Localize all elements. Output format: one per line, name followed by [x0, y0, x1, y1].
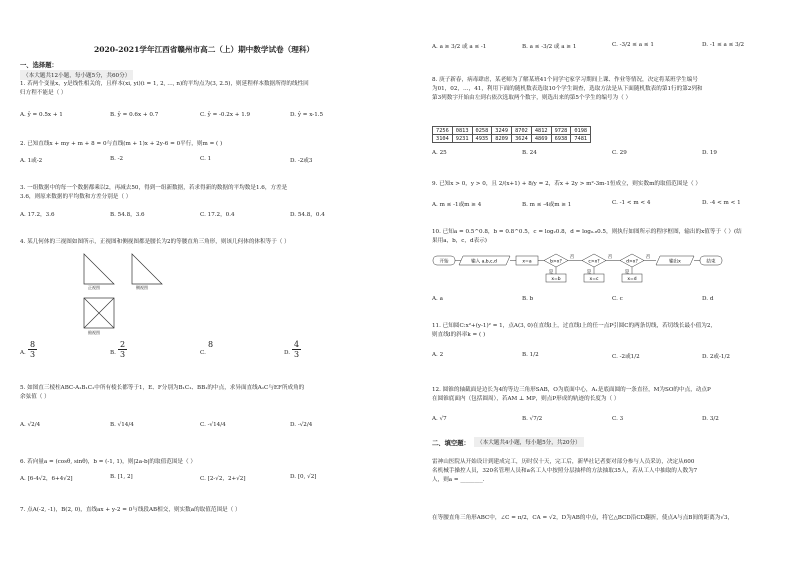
flow-input: 输入 a,b,c,d — [471, 259, 497, 265]
q3-options — [20, 210, 380, 218]
flow-cond-d: d>x? — [626, 259, 638, 265]
flow-xb: x=b — [551, 277, 561, 282]
side-view-label: 侧视图 — [136, 285, 148, 290]
table-cell: 8209 — [492, 135, 512, 143]
q6-option-d[interactable]: D. [0, √2] — [290, 474, 317, 480]
q11-text: 11. 已知圆C:x²+(y-1)² = 1，点A(3, 0)在直线l上，过直线l上的任一点P引圆C的两条切线，若切线长最小值为2， — [432, 323, 716, 329]
question-2 — [20, 140, 390, 149]
table-cell: 9728 — [551, 127, 571, 135]
q5-option-c[interactable]: C. -√14/4 — [200, 422, 226, 428]
question-14 — [432, 514, 788, 523]
q3-option-c[interactable]: C. 17.2，0.4 — [200, 212, 235, 218]
q1-option-d[interactable]: D. ŷ = x-1.5 — [290, 112, 324, 118]
section1-heading: 一、选择题： — [20, 62, 58, 69]
flow-yes-3: 是 — [624, 270, 630, 275]
q8-option-a[interactable]: A. 25 — [432, 150, 447, 156]
table-cell: 0198 — [571, 127, 591, 135]
right-column — [410, 0, 790, 562]
table-row — [433, 127, 591, 135]
question-7 — [20, 506, 390, 515]
q8-option-b[interactable]: B. 24 — [522, 150, 537, 156]
section1-note: （本大题共12小题，每小题5分，共60分） — [20, 70, 133, 80]
flow-yes-2: 是 — [586, 270, 592, 275]
q7-option-c[interactable]: C. -3/2 ≤ a ≤ 1 — [612, 42, 654, 48]
q2-option-a[interactable]: A. 1或-2 — [20, 158, 43, 164]
q5-text: 5. 如图直三棱柱ABC-A₁B₁C₁中所有棱长都等于1，E、F分别为B₁C₁、BB₁的中点，求异面直线A₁C与EF所成角的 — [20, 385, 305, 391]
flow-end: 结束 — [706, 259, 716, 265]
q3-option-a[interactable]: A. 17.2，3.6 — [20, 212, 55, 218]
page-title: 2020-2021学年江西省赣州市高二（上）期中数学试卷（理科） — [93, 45, 315, 54]
question-13 — [432, 458, 788, 485]
table-cell: 4935 — [472, 135, 492, 143]
q5-options — [20, 422, 380, 428]
q6-option-a[interactable]: A. [6-4√2，6+4√2] — [20, 476, 73, 482]
q7-option-d[interactable]: D. -1 ≤ a ≤ 3/2 — [702, 42, 745, 48]
q3-text: 3. 一组数据中的每一个数据都乘以2，再减去50，得到一组新数据，若求得新的数据的平均数是1.6，方差是 — [20, 185, 288, 191]
q12-option-a[interactable]: A. √7 — [432, 416, 447, 422]
question-12 — [432, 386, 788, 404]
q4-option-a[interactable]: 8 3 — [30, 340, 36, 359]
q3-option-d[interactable]: D. 54.8，0.4 — [290, 212, 325, 218]
q10-options — [432, 296, 790, 302]
q1-option-c[interactable]: C. ŷ = -0.2x + 1.9 — [200, 112, 251, 118]
section2-note: （本大题共4小题，每小题5分，共20分） — [474, 437, 584, 447]
q13-text2: 名机械手操控人员，320名管理人员和a名工人中按照分层抽样的方法抽取35人，若从工人中抽取的人数为7 — [432, 468, 698, 474]
question-9 — [432, 180, 788, 189]
q5-option-b[interactable]: B. √14/4 — [110, 422, 134, 428]
question-11 — [432, 322, 788, 340]
table-cell: 3104 — [433, 135, 453, 143]
question-6 — [20, 458, 390, 467]
q11-text2: 则直线l的斜率k = ( ) — [432, 332, 486, 338]
q7-text: 7. 点A(-2, -1)，B(2, 0)，直线ax + y-2 = 0与线段AB相交，则实数a的取值范围是（ ） — [20, 507, 241, 513]
q9-text: 9. 已知x > 0，y > 0，且 2/(x+1) + 8/y = 2，若x + 2y > m²-3m-1恒成立，则实数m的取值范围是（ ） — [432, 181, 701, 187]
q10-option-d[interactable]: D. d — [702, 296, 714, 302]
table-cell: 0258 — [472, 127, 492, 135]
q12-option-c[interactable]: C. 3 — [612, 416, 624, 422]
q8-text: 8. 庚子新春，病毒肆虐，某老师为了解某班41个同学宅家学习期间上课、作业等情况，决定将某班学生编号 — [432, 77, 698, 83]
flow-no-3: 否 — [645, 255, 651, 260]
flowchart-drawing — [432, 252, 788, 286]
q1-text2: 归方程不能是（ ） — [20, 90, 67, 96]
table-cell: 0813 — [452, 127, 472, 135]
q4-option-c-label[interactable]: C. — [200, 350, 206, 356]
table-cell: 3624 — [512, 135, 532, 143]
q2-option-c[interactable]: C. 1 — [200, 156, 212, 162]
question-3 — [20, 184, 390, 202]
top-view-label: 俯视图 — [88, 330, 100, 335]
q13-text: 雷神山医院从开始设计到建成完工，历时仅十天，完工后，新华社记者要对部分参与人员采访，决定从600 — [432, 459, 695, 465]
q7-options — [432, 42, 790, 50]
q1-option-a[interactable]: A. ŷ = 0.5x + 1 — [20, 112, 63, 118]
q6-text: 6. 若向量a = (cosθ, sinθ)，b = (-1, 1)，则|2a-b|的取值范围是（ ） — [20, 459, 196, 465]
q2-option-b[interactable]: B. -2 — [110, 156, 124, 162]
q6-options — [20, 474, 380, 482]
flow-output: 输出x — [669, 259, 681, 265]
question-4 — [20, 238, 390, 247]
q7-option-a[interactable]: A. a ≥ 3/2 或 a ≤ -1 — [432, 44, 487, 50]
flow-cond-b: b>x? — [550, 259, 562, 265]
flow-xd: x=d — [627, 277, 637, 282]
q2-option-d[interactable]: D. -2或3 — [290, 158, 313, 164]
three-view-figure — [80, 252, 200, 344]
q5-option-a[interactable]: A. √2/4 — [20, 422, 41, 428]
table-cell: 7481 — [571, 135, 591, 143]
q9-option-c[interactable]: C. -1 < m < 4 — [612, 200, 651, 206]
q11-option-b[interactable]: B. 1/2 — [522, 352, 539, 358]
question-1 — [20, 80, 390, 98]
q12-options — [432, 416, 790, 422]
q10-text: 10. 已知a = 0.5^0.8，b = 0.8^0.5，c = log₂0.8，d = log₀.₈0.5，则执行如图所示的程序框图，输出的x值等于（ ）(结 — [432, 229, 742, 235]
program-flowchart — [432, 252, 788, 286]
flow-no-1: 否 — [569, 255, 575, 260]
q1-option-b[interactable]: B. ŷ = 0.6x + 0.7 — [110, 112, 159, 118]
q12-option-b[interactable]: B. √7/2 — [522, 416, 543, 422]
table-cell: 4869 — [531, 135, 551, 143]
table-cell: 3249 — [492, 127, 512, 135]
table-cell: 6938 — [551, 135, 571, 143]
q12-option-d[interactable]: D. 3/2 — [702, 416, 719, 422]
q9-options — [432, 200, 790, 208]
left-column — [14, 0, 394, 562]
q8-text2: 为01，02，…，41，利用下面的随机数表选取10个学生调查，选取方法是从下面随机数表的第1行的第2列和 — [432, 86, 703, 92]
table-row — [433, 135, 591, 143]
q11-options — [432, 352, 790, 360]
flow-start: 开始 — [439, 259, 449, 265]
q10-text2: 果用a，b，c，d表示) — [432, 238, 487, 244]
question-10 — [432, 228, 788, 246]
q12-text: 12. 圆锥的轴截面是边长为4的等边三角形SAB，O为底面中心，A₁是底面圆的一条直径，M为SO的中点，动点P — [432, 387, 711, 393]
q9-option-b[interactable]: B. m ≤ -4或m ≥ 1 — [522, 202, 572, 208]
q13-text3: 人，则a = ________. — [432, 477, 485, 483]
question-8 — [432, 76, 788, 103]
table-cell: 4812 — [531, 127, 551, 135]
q11-option-a[interactable]: A. 2 — [432, 352, 444, 358]
q4-option-b-label[interactable]: B. — [110, 350, 116, 356]
table-cell: 9231 — [452, 135, 472, 143]
front-view-label: 正视图 — [88, 285, 100, 290]
flow-no-2: 否 — [607, 255, 613, 260]
q4-option-b[interactable]: 2 3 — [120, 340, 126, 359]
q2-options — [20, 156, 380, 164]
q2-text: 2. 已知直线x + my + m + 8 = 0与直线(m + 1)x + 2y-6 = 0平行，则m = ( ) — [20, 141, 223, 147]
question-5 — [20, 384, 390, 402]
q8-options — [432, 150, 790, 156]
q11-option-c[interactable]: C. -2或1/2 — [612, 354, 640, 360]
q5-text2: 余弦值（ ） — [20, 394, 50, 400]
q1-text: 1. 若两个变量x，y是线性相关的，且样本(xi, yi)(i = 1, 2, …, n)的平均点为(3, 2.5)，则延程样本数据所得的线性回 — [20, 81, 309, 87]
q1-options — [20, 112, 380, 118]
random-number-table — [432, 126, 591, 143]
q7-option-b[interactable]: B. a ≤ -3/2 或 a ≥ 1 — [522, 44, 577, 50]
q4-option-c[interactable]: 8 — [208, 340, 214, 349]
q4-text: 4. 某几何体的三视图如图所示，正视图和侧视图都是腰长为2的等腰直角三角形，则该几何体的体积等于（ ） — [20, 239, 290, 245]
q9-option-d[interactable]: D. -4 < m < 1 — [702, 200, 741, 206]
q10-option-c[interactable]: C. c — [612, 296, 623, 302]
q4-option-a-label[interactable]: A. — [20, 350, 26, 356]
q6-option-c[interactable]: C. [2-√2，2+√2] — [200, 476, 246, 482]
q4-option-d-label[interactable]: D. — [284, 350, 291, 356]
q8-option-d[interactable]: D. 19 — [702, 150, 717, 156]
q14-text: 在等腰直角三角形ABC中，∠C = π/2，CA = √2，D为AB的中点，将它△BCD沿CD翻折，使点A与点B间的距离为√3， — [432, 515, 734, 521]
q5-option-d[interactable]: D. -√2/4 — [290, 422, 313, 428]
flow-yes-1: 是 — [548, 270, 554, 275]
flow-cond-c: c>x? — [588, 259, 600, 265]
q3-text2: 3.6，则原来数据的平均数和方差分别是（ ） — [20, 194, 132, 200]
q10-option-b[interactable]: B. b — [522, 296, 534, 302]
q11-option-d[interactable]: D. 2或-1/2 — [702, 354, 730, 360]
q8-option-c[interactable]: C. 29 — [612, 150, 627, 156]
flow-xc: x=c — [589, 277, 599, 282]
section2-heading: 二、填空题： — [432, 440, 470, 447]
table-cell: 7256 — [433, 127, 453, 135]
q4-option-d[interactable]: 4 3 — [294, 340, 300, 359]
q6-option-b[interactable]: B. [1, 2] — [110, 474, 133, 480]
q8-text3: 第3列数字开始由左到右依次选取两个数字，则选出来的第5个学生的编号为（ ） — [432, 95, 632, 101]
q10-option-a[interactable]: A. a — [432, 296, 443, 302]
q3-option-b[interactable]: B. 54.8，3.6 — [110, 212, 145, 218]
flow-assign: x=a — [522, 259, 532, 265]
q9-option-a[interactable]: A. m ≤ -1或m ≥ 4 — [432, 202, 482, 208]
table-cell: 8702 — [512, 127, 532, 135]
q12-text2: 在圆锥底面内（包括圆周），若AM ⊥ MP，则点P形成的轨迹的长度为（ ） — [432, 396, 620, 402]
